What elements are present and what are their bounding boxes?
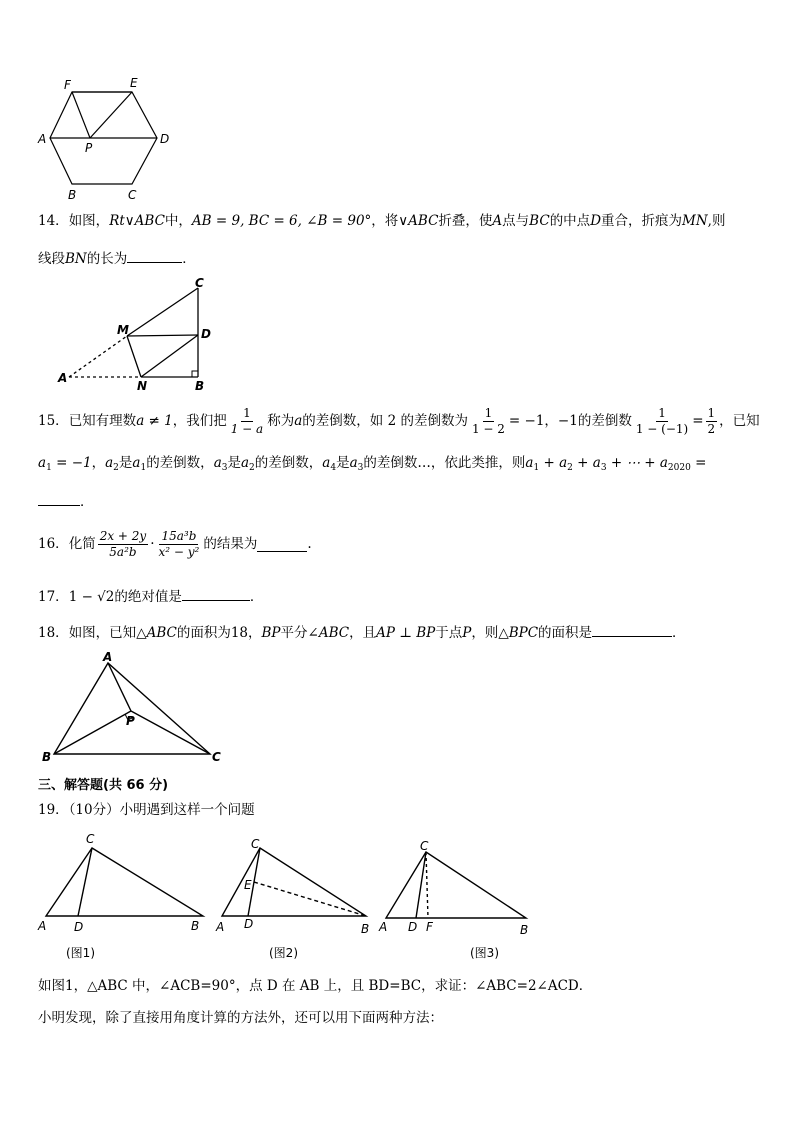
q15-answer-blank[interactable] — [38, 491, 80, 506]
q16-frac-den: 5a²b — [109, 544, 137, 559]
q14-text: ． — [182, 251, 196, 267]
q16-math: · — [150, 536, 155, 552]
q15-subscript: 1 — [533, 463, 540, 473]
q18-text: 的面积是 — [538, 625, 593, 641]
q19-fig2-label-d: D — [244, 917, 254, 931]
q19-fig3-caption: (图3) — [470, 946, 499, 960]
q15-text: 已知有理数 — [68, 413, 137, 429]
q15-fraction-ex1 — [470, 406, 507, 437]
q15-text: ， — [544, 413, 558, 429]
q15-math: + ⋯ + a — [606, 455, 668, 471]
q14-text: 的中点 — [549, 213, 591, 229]
q15-frac-num: 1 — [707, 405, 716, 420]
q14-text: 点与 — [502, 213, 530, 229]
q15-math: a — [213, 455, 222, 471]
q15-frac-den: 1 − (−1) — [635, 421, 689, 436]
hex-label-a: A — [38, 132, 47, 146]
q14-text: ,则 — [707, 213, 726, 229]
q14-line2 — [38, 248, 196, 269]
q15-math: = — [690, 455, 707, 471]
q19-discovery: 小明发现，除了直接用角度计算的方法外，还可以用下面两种方法： — [38, 1010, 443, 1026]
q16-frac-num: 15a³b — [161, 528, 197, 543]
q19-fig1-label-b: B — [191, 919, 200, 933]
q15-subscript: 2 — [567, 463, 573, 473]
q14-text: 折叠，使 — [438, 213, 493, 229]
hex-label-p: P — [85, 141, 93, 155]
q15-subscript: 2 — [249, 463, 255, 473]
q15-subscript: 3 — [221, 463, 228, 473]
q15-text: ． — [80, 494, 94, 510]
q15-math: + a — [572, 455, 601, 471]
q18-label-p: P — [126, 714, 135, 728]
q15-text: 的差倒数 — [577, 413, 632, 429]
q15-subscript: 3 — [600, 463, 607, 473]
q14-number: 14． — [38, 213, 69, 229]
q14-text: 如图， — [68, 213, 110, 229]
q19-fig2-label-a: A — [216, 920, 225, 934]
q15-subscript: 3 — [357, 463, 364, 473]
q14-rt-abc: Rt∨ABC — [109, 213, 165, 229]
q15-text: 的差倒数…，依此类推，则 — [363, 455, 526, 471]
q18-seg-bp — [54, 711, 131, 754]
hex-label-e: E — [130, 76, 138, 90]
q16-frac-den: x² − y² — [158, 544, 200, 559]
q15-math: a — [38, 455, 47, 471]
q14-text: 中， — [164, 213, 192, 229]
q18-text: ，且 — [349, 625, 377, 641]
q16-number: 16． — [38, 536, 69, 552]
q19-fig2-caption: (图2) — [269, 946, 298, 960]
q14-figure — [55, 275, 225, 395]
hex-label-b: B — [68, 188, 77, 202]
q15-line1 — [38, 405, 760, 437]
q15-number: 15． — [38, 413, 69, 429]
q18-text: 的面积为 — [176, 625, 231, 641]
q15-text: 是 — [227, 455, 241, 471]
q14-seg-am-dashed — [69, 336, 127, 377]
section-title: 三、解答题(共 66 分) — [38, 778, 169, 793]
q15-text: 是 — [118, 455, 133, 471]
segment-ep — [90, 92, 132, 138]
q15-text: 的差倒数， — [146, 455, 214, 471]
q15-line2 — [38, 452, 706, 478]
q17-line — [38, 586, 263, 607]
q18-math: P — [462, 625, 472, 641]
q19-fig3-label-d: D — [408, 920, 418, 934]
q15-frac-num: 1 — [243, 405, 251, 420]
q15-math: a — [240, 455, 250, 471]
q16-text: . — [307, 536, 312, 552]
q18-text: ， — [248, 625, 262, 641]
q19-fig1-label-c: C — [86, 832, 95, 846]
q15-math: a — [349, 455, 358, 471]
q18-answer-blank[interactable] — [592, 622, 672, 637]
q15-text: 是 — [336, 455, 350, 471]
q14-segment: BN — [65, 251, 87, 267]
q18-text: ． — [672, 625, 686, 641]
q15-text: ，已知 — [719, 413, 760, 429]
q19-fig3-label-b: B — [520, 923, 529, 937]
q19-fig3-triangle — [386, 852, 526, 918]
q14-text: 的长为 — [86, 251, 128, 267]
q15-math: = — [692, 413, 704, 429]
q19-number: 19． — [38, 802, 69, 818]
q18-text: 平分 — [280, 625, 308, 641]
hexagon-figure — [30, 72, 180, 207]
q18-math: BP — [261, 625, 281, 641]
q19-intro-line — [38, 800, 255, 820]
q19-fig3-seg-cd — [416, 852, 426, 918]
q14-point: D — [590, 213, 602, 229]
hex-label-d: D — [160, 132, 170, 146]
q15-frac-num: 1 — [658, 405, 666, 420]
q15-subscript: 1 — [140, 463, 147, 473]
q18-math: 18 — [230, 625, 249, 641]
q14-text: 重合，折痕为 — [601, 213, 683, 229]
q15-math: a — [132, 455, 141, 471]
q14-conditions: AB = 9, BC = 6, ∠B = 90° — [191, 213, 372, 229]
q18-figure — [38, 648, 238, 768]
q15-text: 的差倒数，如 2 的差倒数为 — [302, 413, 468, 429]
q15-subscript: 2 — [113, 463, 119, 473]
q18-math: AP ⊥ BP — [376, 625, 436, 641]
q18-line — [38, 622, 686, 643]
q16-fraction-2 — [156, 529, 201, 560]
q19-fig3-label-c: C — [420, 839, 429, 853]
q18-number: 18． — [38, 625, 69, 641]
q17-math: 1 − √2 — [68, 589, 115, 605]
q19-fig2-label-c: C — [251, 837, 260, 851]
q15-math: + a — [539, 455, 568, 471]
q14-label-n: N — [137, 379, 148, 393]
q15-fraction-half — [706, 406, 718, 437]
q15-math: a — [525, 455, 534, 471]
segment-fp — [72, 92, 90, 138]
q15-frac-den: 1 − a — [230, 421, 264, 436]
q18-label-b: B — [42, 750, 52, 764]
q14-label-d: D — [201, 327, 211, 341]
q15-math: = −1 — [51, 455, 92, 471]
q15-math: = −1 — [508, 413, 545, 429]
q15-frac-den: 1 − 2 — [471, 421, 505, 436]
q15-line3 — [38, 491, 94, 512]
q19-fig3-label-a: A — [379, 920, 388, 934]
q14-segment: MN — [682, 213, 708, 229]
q19-fig2-label-b: B — [361, 922, 370, 936]
q19-fig2-seg-eb-dashed — [254, 882, 366, 916]
q16-line — [38, 526, 312, 562]
q18-label-c: C — [212, 750, 221, 764]
q14-seg-mn — [127, 336, 141, 377]
q16-fraction-1 — [98, 529, 149, 560]
q18-math: △BPC — [498, 625, 539, 641]
q19-statement: 如图1，△ABC 中，∠ACB=90°，点 D 在 AB 上，且 BD=BC，求证：∠ABC=2∠ACD． — [38, 978, 593, 994]
q19-fig1-label-d: D — [74, 920, 84, 934]
q19-fig3-seg-cf-dashed — [426, 852, 428, 918]
q19-fig3-label-f: F — [426, 920, 433, 934]
q14-text: 线段 — [38, 251, 65, 267]
q18-seg-pc — [131, 711, 210, 754]
q14-text: ，将 — [371, 213, 399, 229]
q15-math: −1 — [557, 413, 578, 429]
q15-subscript: 4 — [330, 463, 337, 473]
q15-frac-den: 2 — [707, 421, 716, 436]
q15-math: a ≠ 1 — [136, 413, 173, 429]
q19-figure-1 — [36, 830, 216, 964]
q16-answer-blank[interactable] — [257, 537, 307, 552]
q15-math: a — [105, 455, 114, 471]
q19-figure-3 — [378, 838, 538, 964]
q14-label-c: C — [195, 276, 204, 290]
q16-text: 的结果为 — [203, 536, 258, 552]
q17-number: 17． — [38, 589, 69, 605]
q17-text: ． — [249, 589, 264, 605]
q14-right-angle — [192, 371, 198, 377]
q15-subscript: 2020 — [667, 463, 691, 473]
q15-fraction-def — [229, 406, 265, 437]
q17-answer-blank[interactable] — [182, 586, 250, 601]
q18-math: △ABC — [136, 625, 177, 641]
q14-label-b: B — [195, 379, 205, 393]
q17-text: 的绝对值是 — [114, 589, 182, 605]
q18-text: 于点 — [435, 625, 463, 641]
q14-point: A — [492, 213, 503, 229]
q14-label-m: M — [117, 323, 129, 337]
q14-segment: BC — [529, 213, 550, 229]
q19-fig1-caption: (图1) — [66, 946, 95, 960]
q18-seg-ap — [108, 663, 131, 711]
q16-frac-num: 2x + 2y — [99, 528, 147, 543]
q16-text: 化简 — [68, 536, 96, 552]
q19-figure-2 — [214, 830, 384, 964]
q15-text: ， — [91, 455, 106, 471]
q15-text: 称为 — [267, 413, 295, 429]
q14-seg-md — [127, 335, 198, 336]
hex-label-c: C — [128, 188, 137, 202]
q19-intro: （10分）小明遇到这样一个问题 — [68, 802, 255, 818]
q19-fig1-triangle — [46, 848, 203, 916]
q15-frac-num: 1 — [484, 405, 493, 420]
q15-text: 的差倒数， — [254, 455, 323, 471]
q15-math: a — [294, 413, 303, 429]
q18-label-a: A — [103, 650, 113, 664]
q15-subscript: 1 — [46, 463, 52, 473]
q18-text: ，则 — [471, 625, 499, 641]
q19-fig2-label-e: E — [244, 878, 252, 892]
q14-seg-nd — [141, 335, 198, 377]
q15-text: ，我们把 — [172, 413, 227, 429]
q15-math: a — [322, 455, 331, 471]
q15-fraction-ex2 — [634, 406, 690, 437]
q14-line1 — [38, 211, 725, 231]
q14-answer-blank[interactable] — [127, 248, 182, 263]
q14-seg-mc — [127, 288, 198, 336]
hex-label-f: F — [64, 78, 71, 92]
q14-label-a: A — [58, 371, 68, 385]
q18-math: ∠ABC — [307, 625, 350, 641]
q14-tri: ∨ABC — [398, 213, 439, 229]
q19-fig1-label-a: A — [38, 919, 47, 933]
q18-text: 如图，已知 — [68, 625, 137, 641]
